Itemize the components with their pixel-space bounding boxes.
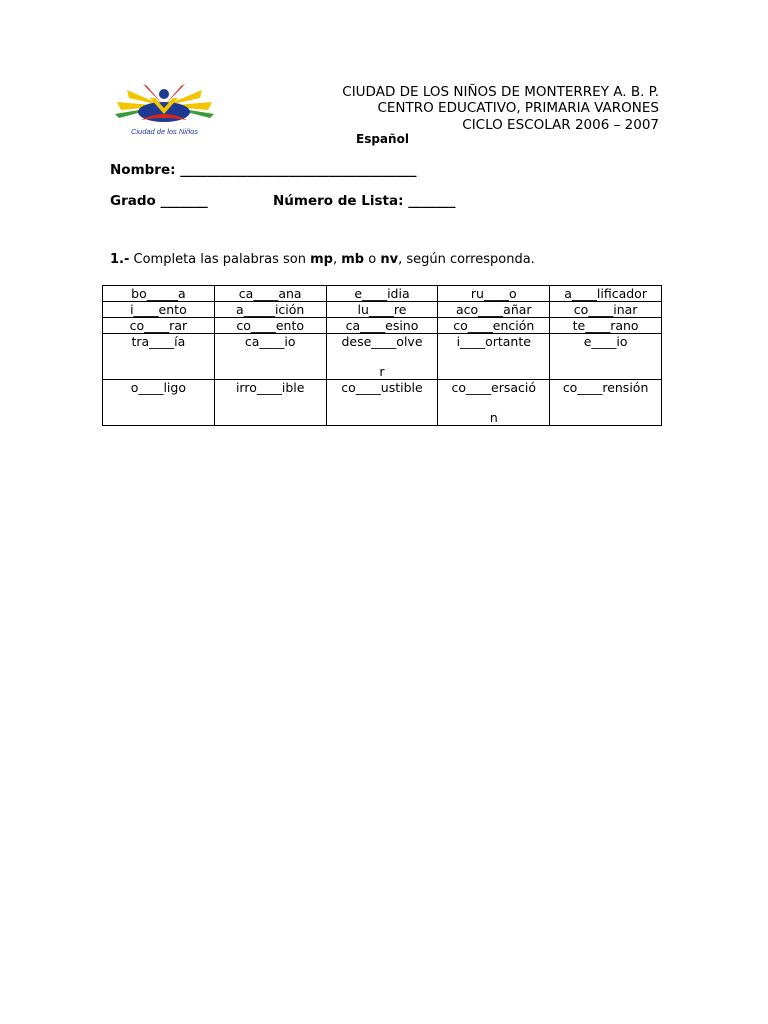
word-cell[interactable]: bo_____a: [103, 286, 215, 302]
instruction-separator: o: [364, 252, 381, 267]
word-cell[interactable]: co____ersació n: [438, 380, 550, 426]
word-cell[interactable]: aco____añar: [438, 302, 550, 318]
instruction-text: Completa las palabras son: [129, 252, 311, 267]
school-name: CIUDAD DE LOS NIÑOS DE MONTERREY A. B. P.: [342, 84, 659, 100]
word-cell[interactable]: dese____olve r: [326, 334, 438, 380]
exercise-instruction: [110, 252, 535, 267]
option-nv: nv: [380, 252, 399, 267]
word-cell[interactable]: ca____esino: [326, 318, 438, 334]
word-cell[interactable]: ca____io: [214, 334, 326, 380]
word-cell[interactable]: co____ento: [214, 318, 326, 334]
table-row: [103, 334, 662, 380]
table-row: [103, 318, 662, 334]
table-row: [103, 286, 662, 302]
instruction-separator: ,: [332, 252, 342, 267]
word-cell[interactable]: i____ortante: [438, 334, 550, 380]
word-completion-table: [102, 285, 662, 426]
word-cell[interactable]: e____io: [550, 334, 662, 380]
subject-title: Español: [356, 132, 409, 146]
word-cell[interactable]: tra____ía: [103, 334, 215, 380]
word-cell[interactable]: o____ligo: [103, 380, 215, 426]
table-row: [103, 380, 662, 426]
school-year: CICLO ESCOLAR 2006 – 2007: [462, 117, 659, 133]
word-cell[interactable]: te____rano: [550, 318, 662, 334]
word-cell[interactable]: a____lificador: [550, 286, 662, 302]
exercise-number: 1.-: [110, 252, 130, 267]
option-mb: mb: [341, 252, 365, 267]
word-cell[interactable]: i____ento: [103, 302, 215, 318]
logo-emblem-icon: [107, 84, 222, 128]
word-cell[interactable]: co____rar: [103, 318, 215, 334]
word-cell[interactable]: ca____ana: [214, 286, 326, 302]
school-division: CENTRO EDUCATIVO, PRIMARIA VARONES: [377, 100, 659, 116]
word-cell[interactable]: a_____ición: [214, 302, 326, 318]
grade-field[interactable]: Grado _______: [110, 193, 208, 209]
list-number-field[interactable]: Número de Lista: _______: [273, 193, 456, 209]
logo-caption: Ciudad de los Niños: [130, 127, 199, 136]
word-cell[interactable]: irro____ible: [214, 380, 326, 426]
word-cell[interactable]: co____ustible: [326, 380, 438, 426]
word-cell[interactable]: e____idia: [326, 286, 438, 302]
instruction-text-end: , según corresponda.: [398, 252, 535, 267]
name-field[interactable]: Nombre: ___________________________________: [110, 162, 417, 178]
word-cell[interactable]: lu____re: [326, 302, 438, 318]
word-cell[interactable]: co____inar: [550, 302, 662, 318]
table-row: [103, 302, 662, 318]
option-mp: mp: [310, 252, 333, 267]
word-cell[interactable]: co____ención: [438, 318, 550, 334]
word-cell[interactable]: ru____o: [438, 286, 550, 302]
school-logo: [107, 84, 222, 136]
word-cell[interactable]: co____rensión: [550, 380, 662, 426]
